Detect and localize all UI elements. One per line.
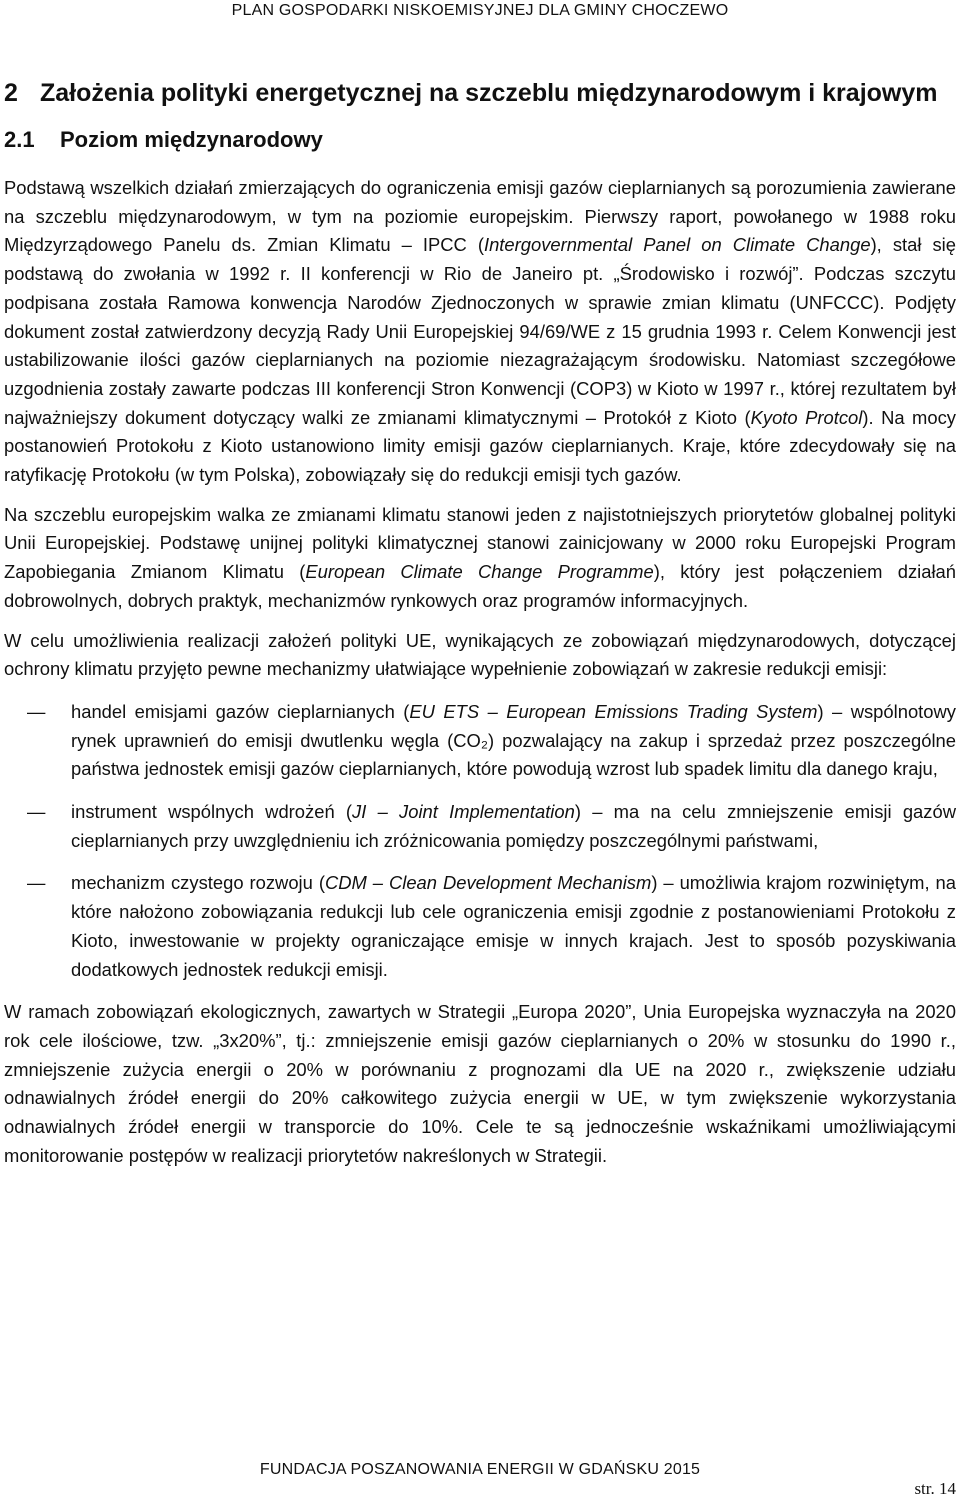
- dash-marker: —: [27, 700, 46, 722]
- paragraph-mechanisms-intro: W celu umożliwienia realizacji założeń polityki UE, wynikających ze zobowiązań międzynarodowych, dotyczącej ochrony klimatu przyjęto pewne mechanizmy ułatwiające wypełnienie zobowiązań w zakresie redukcji emisji:: [4, 629, 956, 680]
- list-item-italic-text: EU ETS – European Emissions Trading System: [409, 700, 818, 722]
- section-number: 2: [4, 79, 18, 107]
- page-number: str. 14: [914, 1479, 956, 1498]
- paragraph-text: ). Na mocy postanowień Protokołu z Kioto ustanowiono limity emisji gazów cieplarnianych. Kraje, które zdecydowały się na ratyfikację Protokołu (w tym Polska), zobowiązały się do redukcji emisji tych gazów.: [4, 406, 956, 486]
- list-item-text: instrument wspólnych wdrożeń (: [71, 801, 353, 823]
- list-item-text: handel emisjami gazów cieplarnianych (: [71, 700, 410, 722]
- page-content: [4, 74, 956, 1171]
- list-item-eu-ets: [4, 698, 956, 784]
- paragraph-eu-policy: [4, 501, 956, 616]
- list-item-italic-text: JI – Joint Implementation: [352, 801, 575, 823]
- subsection-heading: [4, 120, 956, 160]
- running-header: PLAN GOSPODARKI NISKOEMISYJNEJ DLA GMINY CHOCZEWO: [231, 2, 729, 19]
- paragraph-europe-2020: W ramach zobowiązań ekologicznych, zawartych w Strategii „Europa 2020”, Unia Europejska wyznaczyła na 2020 rok cele ilościowe, tzw. „3x20%”, tj.: zmniejszenie emisji gazów cieplarnianych o 20% w stosunku do 1990 r., zmniejszenie zużycia energii o 20% w porównaniu z prognozami dla UE na 2020 r., zwiększenie udziału odnawialnych źródeł energii do 20% całkowitego zużycia energii w UE, w tym zwiększenie wykorzystania odnawialnych źródeł energii w transporcie do 10%. Cele te są jednocześnie wskaźnikami umożliwiającymi monitorowanie postępów w realizacji priorytetów nakreślonych w Strategii.: [4, 1001, 956, 1166]
- dash-marker: —: [27, 872, 46, 894]
- subsection-number: 2.1: [4, 127, 35, 152]
- mechanisms-list: [4, 698, 956, 984]
- section-title: Założenia polityki energetycznej na szczeblu międzynarodowym i krajowym: [40, 79, 938, 107]
- list-item-text: ) – ma na celu zmniejszenie emisji gazów cieplarnianych przy uwzględnieniu ich zróżnicowania pomiędzy poszczególnymi państwami,: [71, 801, 956, 851]
- list-item-italic-text: CDM – Clean Development Mechanism: [324, 872, 652, 894]
- list-item-cdm: [4, 869, 956, 984]
- paragraph-text: Na szczeblu europejskim walka ze zmianami klimatu stanowi jeden z najistotniejszych priorytetów globalnej polityki Unii Europejskiej. Podstawę unijnej polityki klimatycznej stanowi zainicjowany w 2000 roku Europejski Program Zapobiegania Zmianom Klimatu (: [4, 503, 956, 583]
- list-item-text: ) – umożliwia krajom rozwiniętym, na które nałożono zobowiązania redukcji lub cele ograniczenia emisji zgodnie z postanowieniami Protokołu z Kioto, inwestowanie w projekty ograniczające emisje w innych krajach. Jest to sposób pozyskiwania dodatkowych jednostek redukcji emisji.: [71, 872, 956, 980]
- list-item-ji: [4, 798, 956, 855]
- paragraph-italic-text: European Climate Change Programme: [305, 561, 654, 583]
- list-item-text: mechanizm czystego rozwoju (: [71, 872, 325, 894]
- list-item-text: ) – wspólnotowy rynek uprawnień do emisji dwutlenku węgla (CO₂) pozwalający na zakup i sprzedaż przez poszczególne państwa jednostek emisji gazów cieplarnianych, które powodują wzrost lub spadek limitu dla danego kraju,: [71, 700, 956, 780]
- section-heading: [4, 74, 956, 112]
- paragraph-text: Podstawą wszelkich działań zmierzających do ograniczenia emisji gazów cieplarnianych są porozumienia zawierane na szczeblu międzynarodowym, w tym na poziomie europejskim. Pierwszy raport, powołanego w 1988 roku Międzyrządowego Panelu ds. Zmian Klimatu – IPCC (: [4, 177, 956, 256]
- paragraph-text: ), który jest połączeniem działań dobrowolnych, dobrych praktyk, mechanizmów rynkowych oraz programów informacyjnych.: [4, 561, 956, 611]
- paragraph-text: ), stał się podstawą do zwołania w 1992 r. II konferencji w Rio de Janeiro pt. „Środowisko i rozwój”. Podczas szczytu podpisana została Ramowa konwencja Narodów Zjednoczonych w sprawie zmian klimatu (UNFCCC). Podjęty dokument został zatwierdzony decyzją Rady Unii Europejskiej 94/69/WE z 15 grudnia 1993 r. Celem Konwencji jest ustabilizowanie ilości gazów cieplarnianych na poziomie niezagrażającym środowisku. Natomiast szczegółowe uzgodnienia zostały zawarte podczas III konferencji Stron Konwencji (COP3) w Kioto w 1997 r., której rezultatem był najważniejszy dokument dotyczący walki ze zmianami klimatycznymi – Protokół z Kioto (: [4, 234, 956, 428]
- subsection-title: Poziom międzynarodowy: [60, 127, 323, 152]
- paragraph-italic-text: Intergovernmental Panel on Climate Change: [483, 234, 871, 256]
- running-footer: FUNDACJA POSZANOWANIA ENERGII W GDAŃSKU 2015: [259, 1461, 701, 1478]
- dash-marker: —: [27, 801, 46, 823]
- paragraph-international-agreements: [4, 174, 956, 490]
- paragraph-italic-text: Kyoto Protcol: [750, 406, 863, 428]
